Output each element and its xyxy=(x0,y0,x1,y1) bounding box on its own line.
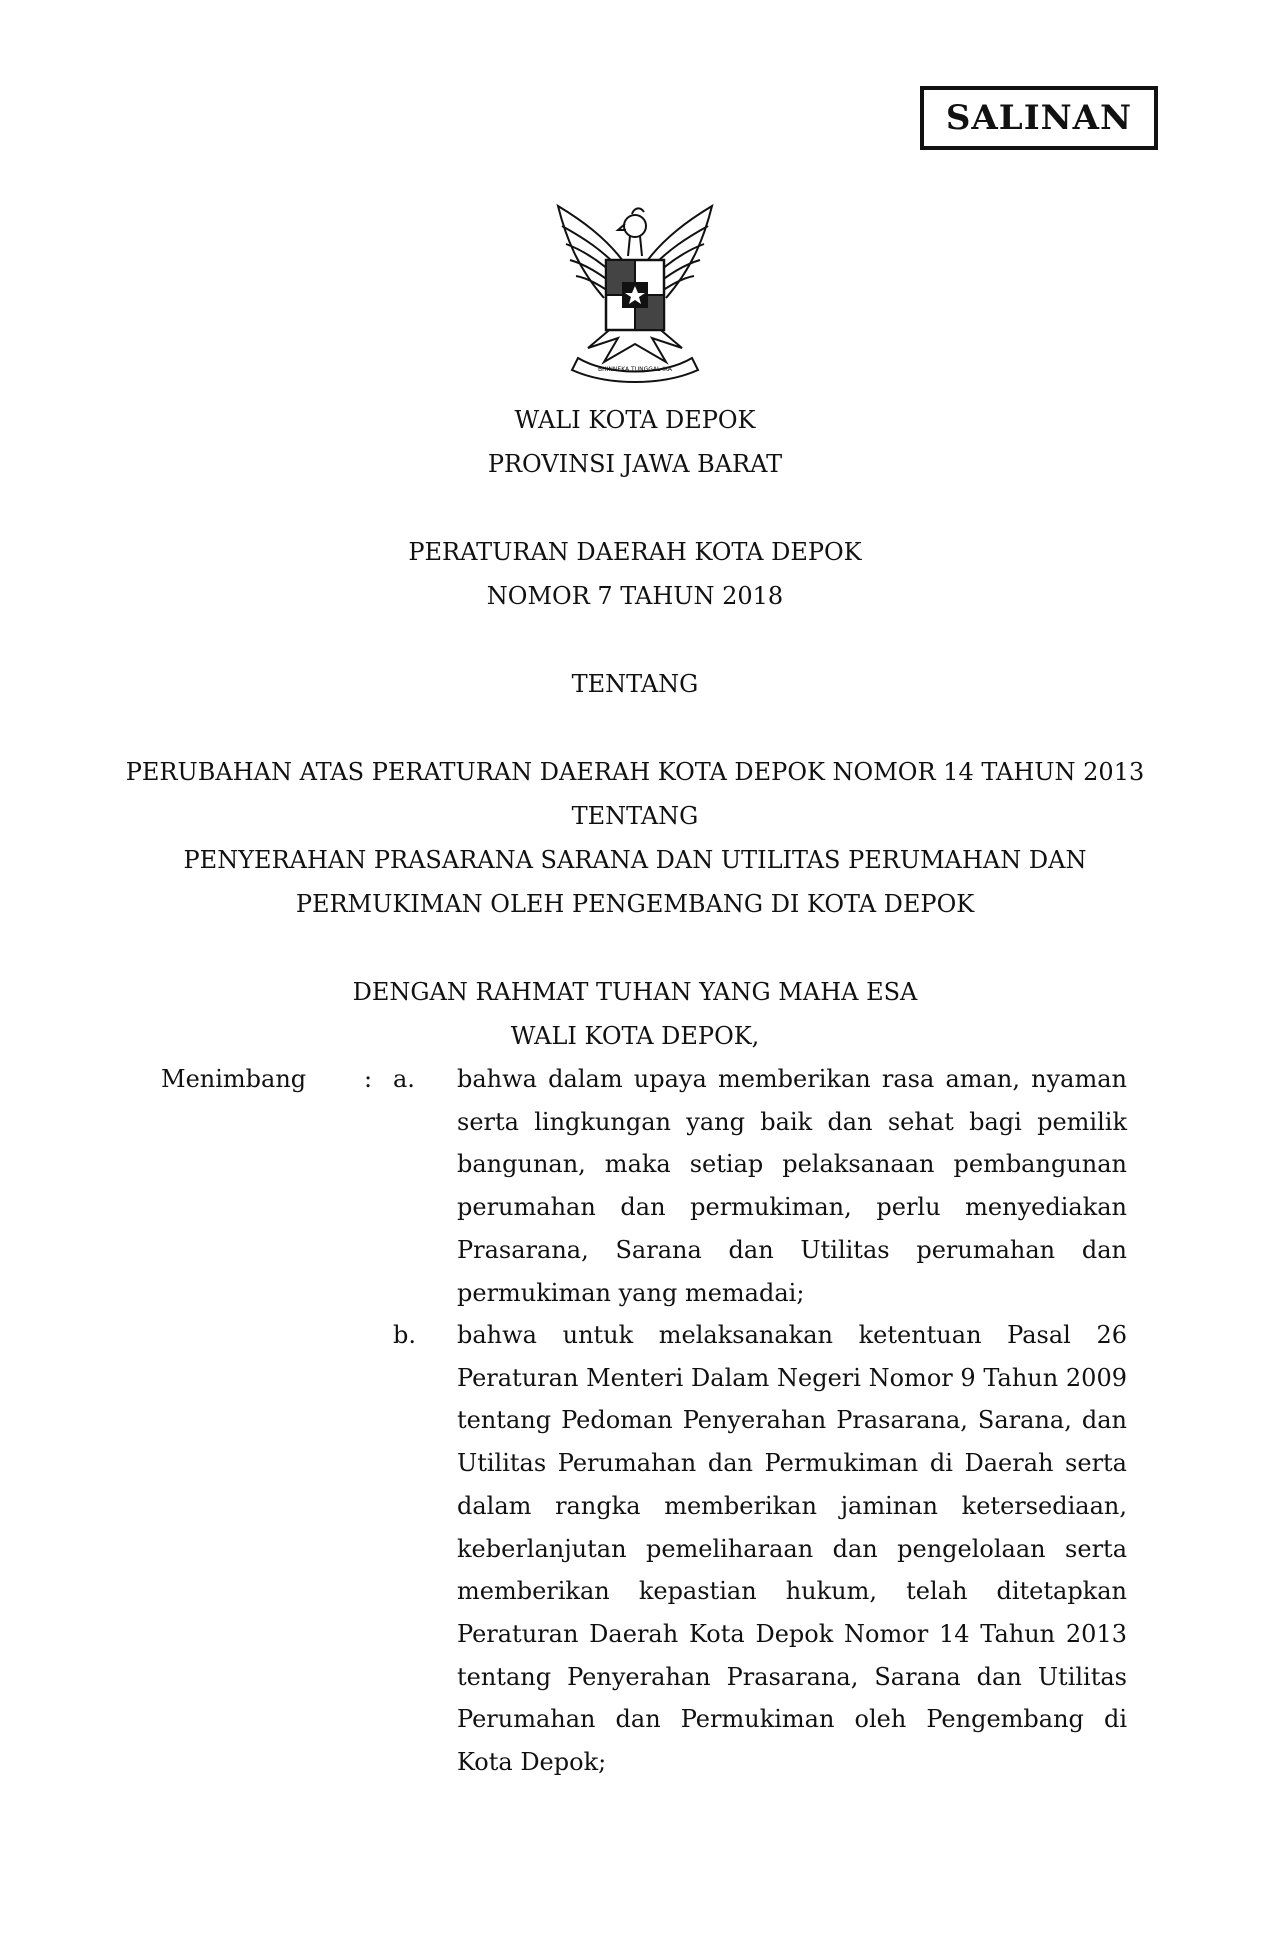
regulation-number: NOMOR 7 TAHUN 2018 xyxy=(486,582,784,610)
subject-line-3: PENYERAHAN PRASARANA SARANA DAN UTILITAS PERUMAHAN DAN xyxy=(183,846,1087,874)
item-a-marker: a. xyxy=(393,1065,415,1093)
item-b-marker: b. xyxy=(393,1321,416,1349)
subject-line-1: PERUBAHAN ATAS PERATURAN DAERAH KOTA DEPOK NOMOR 14 TAHUN 2013 xyxy=(125,758,1145,786)
considering-colon: : xyxy=(364,1065,373,1093)
preamble-mayor: WALI KOTA DEPOK, xyxy=(510,1022,760,1050)
preamble-grace: DENGAN RAHMAT TUHAN YANG MAHA ESA xyxy=(352,978,918,1006)
province-title: PROVINSI JAWA BARAT xyxy=(487,450,783,478)
stamp-label: SALINAN xyxy=(945,98,1133,138)
about-label: TENTANG xyxy=(571,670,699,698)
emblem-motto: BHINNEKA TUNGGAL IKA xyxy=(598,366,672,373)
item-b-text: bahwa untuk melaksanakan ketentuan Pasal 26 Peraturan Menteri Dalam Negeri Nomor 9 Tahun 2009 tentang Pedoman Penyerahan Prasarana, Sarana, dan Utilitas Perumahan dan Permukiman di Daerah serta dalam rangka memberikan jaminan ketersediaan, keberlanjutan pemeliharaan dan pengelolaan serta memberikan kepastian hukum, telah ditetapkan Peraturan Daerah Kota Depok Nomor 14 Tahun 2013 tentang Penyerahan Prasarana, Sarana dan Utilitas Perumahan dan Permukiman oleh Pengembang di Kota Depok; xyxy=(457,1321,1127,1777)
regulation-title: PERATURAN DAERAH KOTA DEPOK xyxy=(408,538,862,566)
garuda-emblem-icon xyxy=(548,198,722,384)
salinan-stamp xyxy=(920,86,1158,150)
authority-title: WALI KOTA DEPOK xyxy=(514,406,756,434)
subject-line-4: PERMUKIMAN OLEH PENGEMBANG DI KOTA DEPOK xyxy=(295,890,975,918)
item-a-text: bahwa dalam upaya memberikan rasa aman, nyaman serta lingkungan yang baik dan sehat bagi pemilik bangunan, maka setiap pelaksanaan pembangunan perumahan dan permukiman, perlu menyediakan Prasarana, Sarana dan Utilitas perumahan dan permukiman yang memadai; xyxy=(457,1065,1127,1307)
considering-label: Menimbang xyxy=(161,1065,307,1093)
subject-line-2: TENTANG xyxy=(571,802,699,830)
